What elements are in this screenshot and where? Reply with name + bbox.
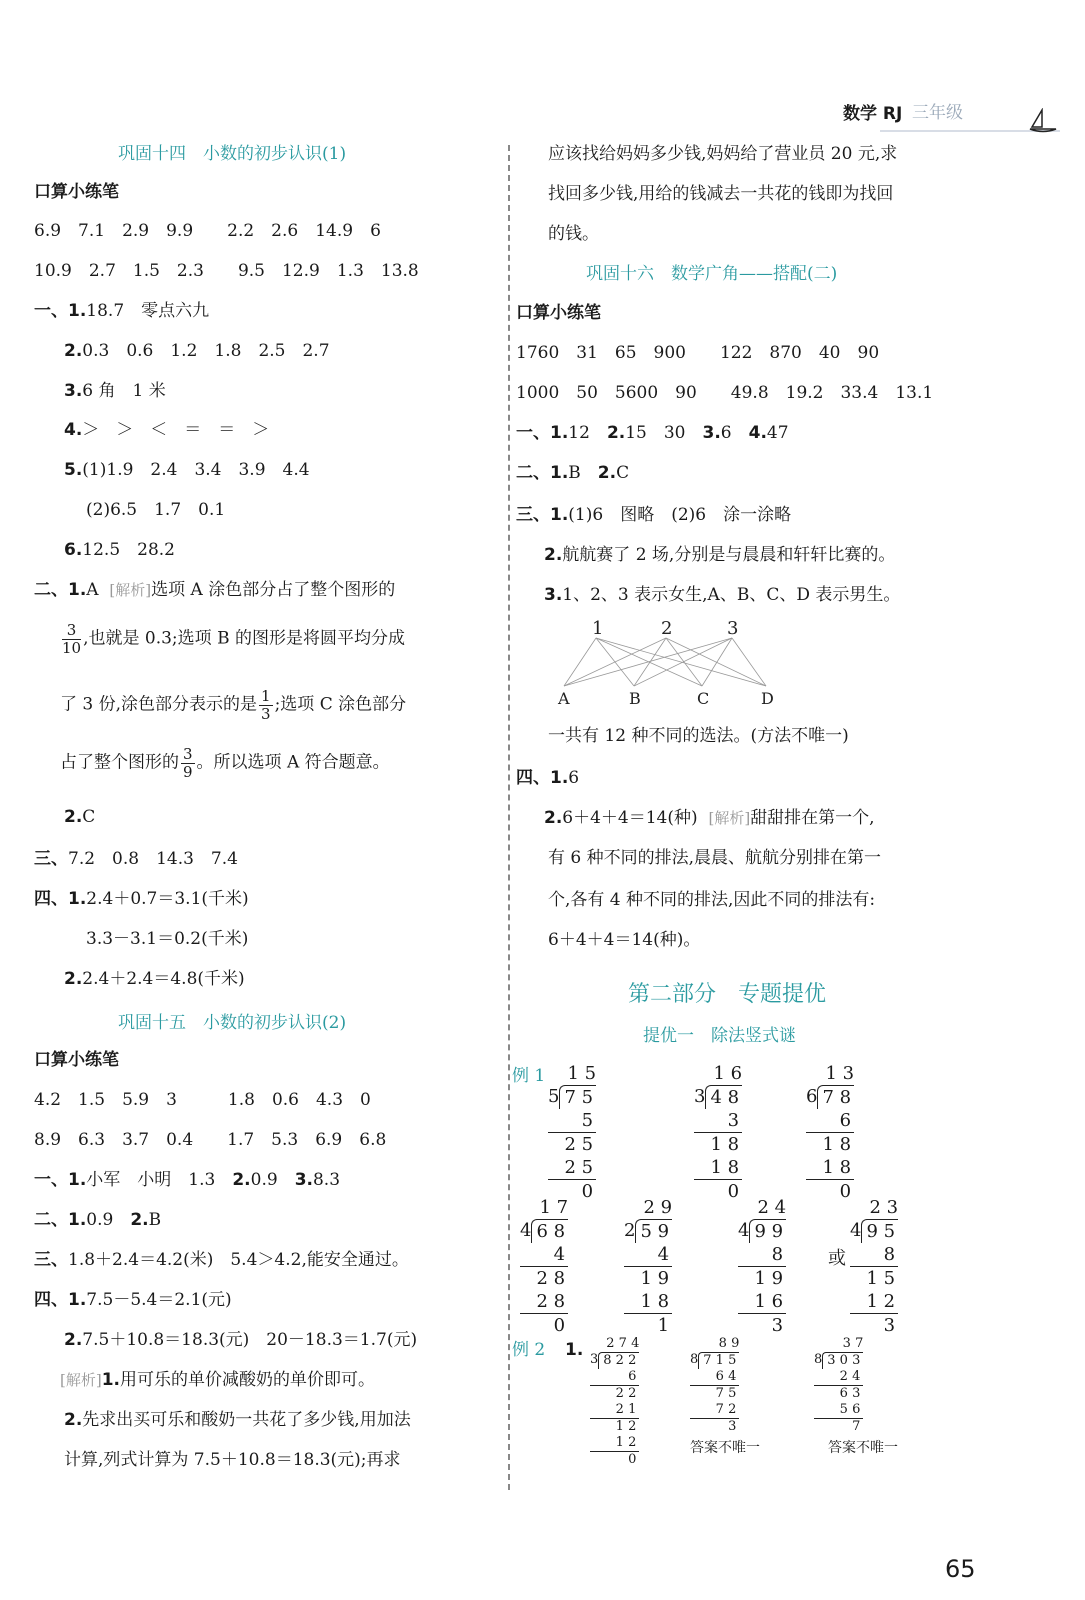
- item-number: 1.: [101, 1370, 121, 1390]
- divisor: 2: [624, 1220, 636, 1241]
- quotient: 2 4: [757, 1197, 787, 1218]
- working-step: 1 8: [694, 1156, 742, 1180]
- item-number: 2.: [544, 808, 563, 828]
- answer-line: 一共有 12 种不同的选法。(方法不唯一): [548, 726, 849, 746]
- working-step: 7 5: [715, 1386, 737, 1401]
- diagram-node-bottom: C: [697, 689, 710, 708]
- diagram-node-top: 2: [661, 618, 673, 639]
- example-label: 例 2: [512, 1340, 546, 1360]
- answer-text: 2.4＋2.4＝4.8(千米): [82, 969, 245, 989]
- answer-line: 4.2 1.5 5.9 3 1.8 0.6 4.3 0: [34, 1090, 371, 1110]
- working-step: 3: [883, 1315, 896, 1336]
- answer-text: 18.7 零点六九: [86, 301, 210, 321]
- quotient: 1 5: [567, 1063, 597, 1084]
- answer-note: 答案不唯一: [828, 1440, 898, 1456]
- answer-text: 7.5＋10.8＝18.3(元) 20－18.3＝1.7(元): [82, 1330, 418, 1350]
- diagram-node-top: 1: [592, 618, 604, 639]
- division-puzzle: [694, 1062, 742, 1203]
- header-grade: 三年级: [912, 103, 963, 123]
- division-puzzle: [806, 1062, 854, 1203]
- answer-line: [64, 969, 245, 989]
- answer-text: (1)6 图略 (2)6 涂一涂略: [568, 505, 792, 525]
- item-number: 2.: [64, 807, 83, 827]
- answer-line: 1760 31 65 900 122 870 40 90: [516, 343, 880, 363]
- answer-line: 计算,列式计算为 7.5＋10.8＝18.3(元);再求: [64, 1450, 401, 1470]
- working-step: 3: [694, 1109, 742, 1133]
- item-number: 四、1.: [516, 768, 569, 788]
- working-step: 2 2: [615, 1386, 637, 1401]
- working-step: 1 2: [590, 1435, 639, 1452]
- kousuan-label: 口算小练笔: [516, 303, 601, 323]
- working-step: 0: [628, 1452, 637, 1467]
- answer-line: [60, 1370, 375, 1390]
- page-number: 65: [945, 1555, 976, 1583]
- item-number: 6.: [64, 540, 83, 560]
- item-number: 二、1.: [516, 463, 569, 483]
- answer-line: 个,各有 4 种不同的排法,因此不同的排法有:: [548, 890, 876, 910]
- section-title: 巩固十六 数学广角——搭配(二): [586, 264, 838, 284]
- answer-line: [64, 420, 269, 440]
- answer-line: 6.9 7.1 2.9 9.9 2.2 2.6 14.9 6: [34, 221, 381, 241]
- answer-line: 应该找给妈妈多少钱,妈妈给了营业员 20 元,求: [548, 144, 898, 164]
- working-step: 1 2: [850, 1290, 898, 1314]
- analysis-tag: [解析]: [60, 1371, 102, 1389]
- answer-line: [34, 301, 209, 321]
- answer-line: [34, 1210, 161, 1230]
- answer-text: 7.5－5.4＝2.1(元): [86, 1290, 232, 1310]
- kousuan-label: 口算小练笔: [34, 182, 119, 202]
- division-puzzle: [548, 1062, 596, 1203]
- answer-text: B: [568, 463, 598, 483]
- divisor: 8: [814, 1352, 823, 1367]
- working-step: 5 6: [814, 1402, 863, 1419]
- answer-line: [64, 341, 330, 361]
- answer-line: [34, 849, 238, 869]
- quotient: 8 9: [718, 1336, 740, 1351]
- working-step: 2 5: [548, 1156, 596, 1180]
- answer-line: [516, 768, 579, 788]
- answer-line: 8.9 6.3 3.7 0.4 1.7 5.3 6.9 6.8: [34, 1130, 387, 1150]
- division-puzzle: [690, 1336, 739, 1435]
- analysis-tag: [解析]: [708, 809, 751, 827]
- item-number: 三、: [34, 849, 68, 869]
- answer-line: [516, 505, 791, 525]
- answer-line: [64, 540, 175, 560]
- answer-line: [34, 1170, 340, 1190]
- answer-text: 6＋4＋4＝14(种): [562, 808, 698, 828]
- example-label: 例 1: [512, 1066, 546, 1086]
- item-number: 3.: [702, 423, 721, 443]
- division-puzzle: [590, 1336, 639, 1468]
- divisor: 8: [690, 1352, 699, 1367]
- working-step: 3: [728, 1419, 737, 1434]
- answer-line: 1000 50 5600 90 49.8 19.2 33.4 13.1: [516, 383, 934, 403]
- answer-text: C: [616, 463, 630, 483]
- analysis-text: 先求出买可乐和酸奶一共花了多少钱,用加法: [82, 1410, 411, 1430]
- quotient: 1 7: [539, 1197, 569, 1218]
- working-step: 1 5: [866, 1268, 896, 1289]
- item-number: 4.: [64, 420, 83, 440]
- answer-text: 2.4＋0.7＝3.1(千米): [86, 889, 249, 909]
- sailboat-icon: [1028, 108, 1058, 134]
- analysis-text: ;选项 C 涂色部分: [274, 694, 407, 715]
- working-step: 1 6: [738, 1290, 786, 1314]
- item-number: 4.: [748, 423, 767, 443]
- working-step: 2 5: [564, 1134, 594, 1155]
- answer-line: 的钱。: [548, 224, 599, 244]
- pairing-diagram: [556, 618, 786, 708]
- answer-line: (2)6.5 1.7 0.1: [86, 500, 226, 520]
- answer-text: B: [148, 1210, 162, 1230]
- division-puzzle: [738, 1196, 786, 1337]
- working-step: 1 8: [624, 1290, 672, 1314]
- working-step: 0: [553, 1315, 566, 1336]
- answer-note: 答案不唯一: [690, 1440, 760, 1456]
- dividend: 4 8: [705, 1085, 742, 1109]
- divisor: 4: [520, 1220, 532, 1241]
- fraction: $\frac{1}{3}$: [261, 687, 271, 723]
- item-number: 3.: [64, 381, 83, 401]
- answer-line: [34, 889, 249, 909]
- answer-line: [64, 381, 166, 401]
- answer-line: 找回多少钱,用给的钱减去一共花的钱即为找回: [548, 184, 894, 204]
- answer-text: 6: [568, 768, 580, 788]
- item-number: 四、1.: [34, 1290, 87, 1310]
- answer-line: [64, 460, 310, 480]
- section-title: 巩固十五 小数的初步认识(2): [118, 1013, 347, 1033]
- answer-text: (1)1.9 2.4 3.4 3.9 4.4: [82, 460, 310, 480]
- item-number: 2.: [232, 1170, 251, 1190]
- answer-line: [64, 807, 95, 827]
- item-number: 5.: [64, 460, 83, 480]
- answer-line: [544, 545, 895, 565]
- analysis-text: 。所以选项 A 符合题意。: [196, 752, 390, 773]
- working-step: 6: [806, 1109, 854, 1133]
- answer-line: 10.9 2.7 1.5 2.3 9.5 12.9 1.3 13.8: [34, 261, 419, 281]
- answer-text: 6 角 1 米: [82, 381, 166, 401]
- dividend: 3 0 3: [822, 1352, 863, 1369]
- item-number: 3.: [544, 585, 563, 605]
- answer-line: 3.3－3.1＝0.2(千米): [86, 929, 249, 949]
- working-step: 3: [771, 1315, 784, 1336]
- item-number: 2.: [64, 1330, 83, 1350]
- quotient: 2 9: [643, 1197, 673, 1218]
- item-number: 1.: [565, 1340, 584, 1360]
- answer-line: 6＋4＋4＝14(种)。: [548, 930, 701, 950]
- working-step: 6 4: [690, 1369, 739, 1386]
- item-number: 四、1.: [34, 889, 87, 909]
- working-step: 4: [520, 1243, 568, 1267]
- item-number: 一、1.: [516, 423, 569, 443]
- answer-text: 8.3: [312, 1170, 341, 1190]
- dividend: 9 9: [749, 1219, 786, 1243]
- answer-text: C: [82, 807, 96, 827]
- item-number: 三、: [34, 1250, 68, 1270]
- item-number: 2.: [64, 341, 83, 361]
- working-step: 2 4: [814, 1369, 863, 1386]
- answer-text: 6: [720, 423, 749, 443]
- divisor: 3: [590, 1352, 599, 1367]
- working-step: 2 8: [520, 1290, 568, 1314]
- dividend: 7 5: [559, 1085, 596, 1109]
- item-number: 一、1.: [34, 1170, 87, 1190]
- analysis-text: 甜甜排在第一个,: [750, 808, 875, 828]
- working-step: 7: [852, 1419, 861, 1434]
- working-step: 8: [738, 1243, 786, 1267]
- answer-line: [516, 423, 789, 443]
- divisor: 3: [694, 1086, 706, 1107]
- working-step: 6: [590, 1369, 639, 1386]
- dividend: 6 8: [531, 1219, 568, 1243]
- answer-line: [34, 1290, 232, 1310]
- item-number: 2.: [64, 969, 83, 989]
- part-title: 第二部分 专题提优: [628, 982, 827, 1007]
- dividend: 9 5: [861, 1219, 898, 1243]
- working-step: 0: [839, 1181, 852, 1202]
- working-step: 7 2: [690, 1402, 739, 1419]
- working-step: 1 9: [640, 1268, 670, 1289]
- answer-line: [34, 580, 395, 600]
- analysis-text: 用可乐的单价减酸奶的单价即可。: [120, 1370, 376, 1390]
- division-puzzle: [624, 1196, 672, 1337]
- answer-line: 有 6 种不同的排法,晨晨、航航分别排在第一: [548, 848, 882, 868]
- answer-line: [64, 1410, 411, 1430]
- answer-text: 12.5 28.2: [82, 540, 175, 560]
- analysis-tag: [解析]: [109, 581, 152, 599]
- item-number: 2.: [544, 545, 563, 565]
- working-step: 6 3: [839, 1386, 861, 1401]
- item-number: 3.: [294, 1170, 313, 1190]
- fraction: $\frac{3}{10}$: [62, 621, 82, 657]
- working-step: 1 9: [754, 1268, 784, 1289]
- answer-line: [60, 688, 406, 722]
- answer-line: [544, 585, 900, 605]
- working-step: 8: [850, 1243, 898, 1267]
- dividend: 8 2 2: [598, 1352, 639, 1369]
- column-divider: [508, 145, 510, 1490]
- working-step: 1 2: [615, 1419, 637, 1434]
- answer-line: [34, 1250, 409, 1270]
- working-step: 0: [727, 1181, 740, 1202]
- working-step: 1 8: [822, 1134, 852, 1155]
- division-puzzle: [850, 1196, 898, 1337]
- working-step: 1: [657, 1315, 670, 1336]
- item-number: 三、1.: [516, 505, 569, 525]
- division-puzzle: [520, 1196, 568, 1337]
- answer-line: [516, 463, 629, 483]
- item-number: 一、1.: [34, 301, 87, 321]
- answer-text: 1.8＋2.4＝4.2(米) 5.4＞4.2,能安全通过。: [68, 1250, 409, 1270]
- dividend: 5 9: [635, 1219, 672, 1243]
- item-number: 二、1.: [34, 1210, 87, 1230]
- answer-text: ＞ ＞ ＜ ＝ ＝ ＞: [82, 420, 270, 440]
- kousuan-label: 口算小练笔: [34, 1050, 119, 1070]
- fraction: $\frac{3}{9}$: [183, 745, 193, 781]
- answer-text: 0.9: [86, 1210, 131, 1230]
- answer-line: [544, 808, 875, 828]
- dividend: 7 8: [817, 1085, 854, 1109]
- analysis-text: 了 3 份,涂色部分表示的是: [60, 694, 258, 715]
- answer-line: [64, 1330, 417, 1350]
- answer-text: 47: [766, 423, 789, 443]
- answer-line: [60, 622, 405, 656]
- diagram-node-bottom: A: [558, 689, 570, 708]
- working-step: 2 1: [590, 1402, 639, 1419]
- working-step: 2 8: [536, 1268, 566, 1289]
- divisor: 4: [850, 1220, 862, 1241]
- quotient: 1 6: [713, 1063, 743, 1084]
- diagram-node-bottom: B: [629, 689, 641, 708]
- analysis-text: ,也就是 0.3;选项 B 的图形是将圆平均分成: [83, 628, 405, 649]
- answer-text: 15 30: [625, 423, 703, 443]
- or-label: 或: [828, 1248, 846, 1269]
- item-number: 2.: [597, 463, 617, 483]
- divisor: 4: [738, 1220, 750, 1241]
- answer-text: 0.9: [250, 1170, 295, 1190]
- divisor: 6: [806, 1086, 818, 1107]
- item-number: 2.: [130, 1210, 149, 1230]
- answer-text: 航航赛了 2 场,分别是与晨晨和轩轩比赛的。: [562, 545, 896, 565]
- item-number: 二、1.: [34, 580, 87, 600]
- working-step: 1 8: [806, 1156, 854, 1180]
- working-step: 5: [548, 1109, 596, 1133]
- answer-text: 12: [568, 423, 607, 443]
- working-step: 4: [624, 1243, 672, 1267]
- quotient: 2 7 4: [606, 1336, 640, 1351]
- diagram-node-top: 3: [727, 618, 739, 639]
- answer-text: 小军 小明 1.3: [86, 1170, 233, 1190]
- header-subject: 数学 RJ: [843, 104, 903, 124]
- working-step: 1 8: [710, 1134, 740, 1155]
- item-number: 2.: [606, 423, 626, 443]
- answer-text: A: [86, 580, 99, 600]
- answer-text: 1、2、3 表示女生,A、B、C、D 表示男生。: [562, 585, 901, 605]
- quotient: 2 3: [869, 1197, 899, 1218]
- answer-line: [60, 746, 390, 780]
- analysis-text: 占了整个图形的: [60, 752, 179, 773]
- topic-title: 提优一 除法竖式谜: [643, 1026, 796, 1046]
- item-number: 2.: [64, 1410, 83, 1430]
- answer-text: 7.2 0.8 14.3 7.4: [68, 849, 238, 869]
- analysis-text: 选项 A 涂色部分占了整个图形的: [151, 580, 396, 600]
- division-puzzle: [814, 1336, 863, 1435]
- answer-text: 0.3 0.6 1.2 1.8 2.5 2.7: [82, 341, 330, 361]
- quotient: 3 7: [842, 1336, 864, 1351]
- diagram-node-bottom: D: [761, 689, 774, 708]
- divisor: 5: [548, 1086, 560, 1107]
- section-title: 巩固十四 小数的初步认识(1): [118, 144, 347, 164]
- working-step: 0: [581, 1181, 594, 1202]
- quotient: 1 3: [825, 1063, 855, 1084]
- dividend: 7 1 5: [698, 1352, 739, 1369]
